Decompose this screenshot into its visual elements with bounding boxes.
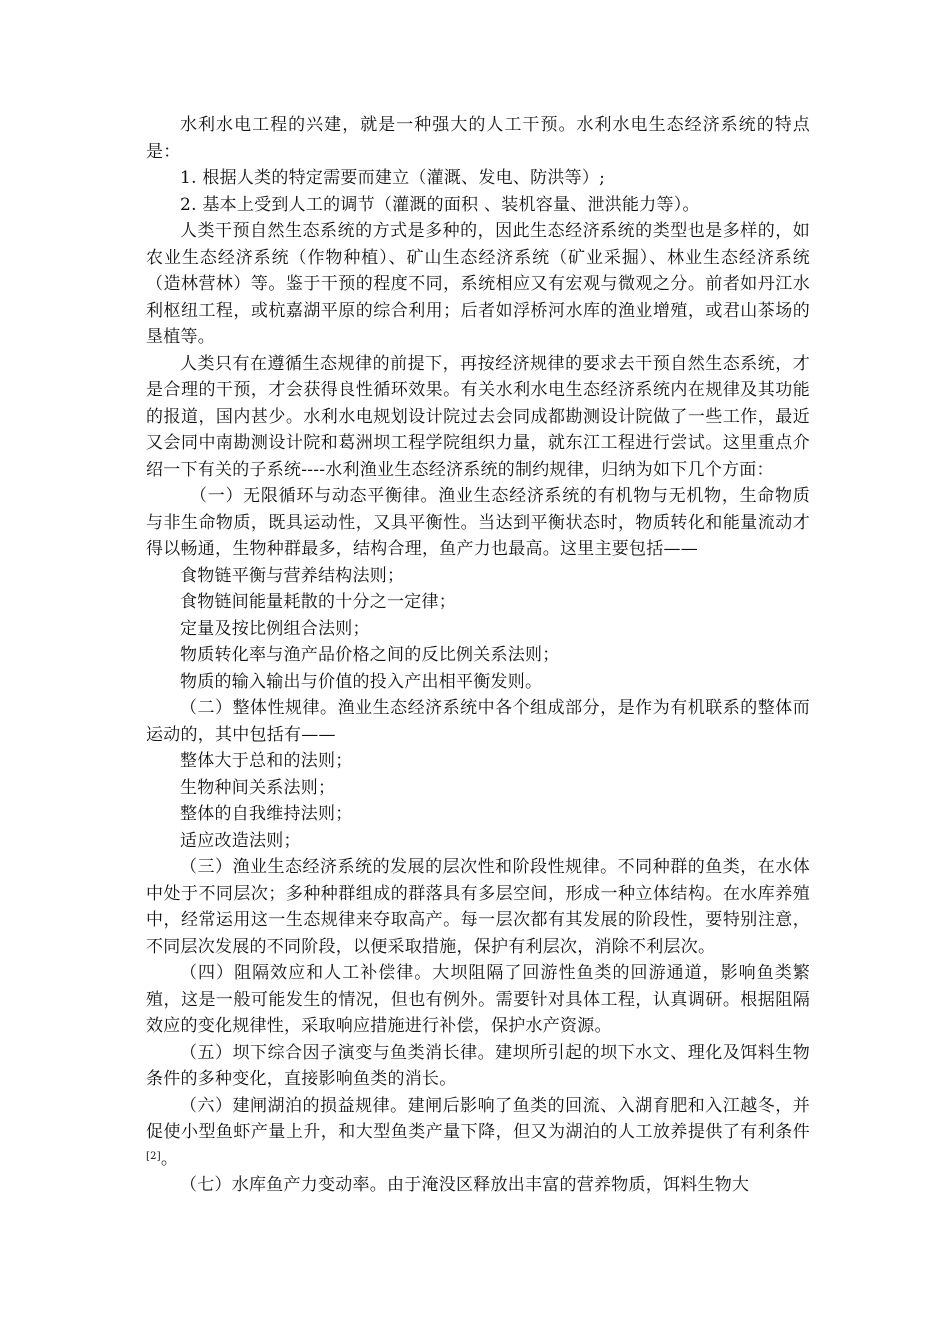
list-item-feature-2: 2. 基本上受到人工的调节（灌溉的面积 、装机容量、泄洪能力等）。 <box>180 194 700 215</box>
section-6-period: 。 <box>160 1148 179 1169</box>
rule-item: 物质转化率与渔产品价格之间的反比例关系法则； <box>180 645 560 665</box>
rule-item: 物质的输入输出与价值的投入产出相平衡发则。 <box>180 671 543 692</box>
paragraph-intro: 水利水电工程的兴建，就是一种强大的人工干预。水利水电生态经济系统的特点是： <box>146 115 810 162</box>
section-3-hierarchy: （三）渔业生态经济系统的发展的层次性和阶段性规律。不同种群的鱼类，在水体中处于不同层次；多种种群组成的群落具有多层空间，形成一种立体结构。在水库养殖中，经常运用这一生态规律来夺取高产。每一层次都有其发展的阶段性，要特别注意，不同层次发展的不同阶段，以便采取措施，保护有利层次，消除不利层次。 <box>146 857 810 957</box>
paragraph-intervention-types: 人类干预自然生态系统的方式是多种的，因此生态经济系统的类型也是多样的，如农业生态经济系统（作物种植）、矿山生态经济系统（矿业采掘）、林业生态经济系统（造林营林）等。鉴于干预的程度不同，系统相应又有宏观与微观之分。前者如丹江水利枢纽工程，或杭嘉湖平原的综合利用；后者如浮桥河水库的渔业增殖，或君山茶场的垦植等。 <box>146 221 810 347</box>
section-4-barrier-effect: （四）阻隔效应和人工补偿律。大坝阻隔了回游性鱼类的回游通道，影响鱼类繁殖，这是一般可能发生的情况，但也有例外。需要针对具体工程，认真调研。根据阻隔效应的变化规律性，采取响应措施进行补偿，保护水产资源。 <box>146 963 810 1036</box>
rule-item: 食物链平衡与营养结构法则； <box>180 565 405 586</box>
section-1-cycle-balance: （一）无限循环与动态平衡律。渔业生态经济系统的有机物与无机物，生命物质与非生命物质，既具运动性，又具平衡性。当达到平衡状态时，物质转化和能量流动才得以畅通，生物种群最多，结构合理，鱼产力也最高。这里主要包括—— <box>146 486 810 559</box>
rule-item: 适应改造法则； <box>180 830 301 851</box>
list-item-feature-1: 1. 根据人类的特定需要而建立（灌溉、发电、防洪等）; <box>180 168 606 188</box>
rule-item: 整体的自我维持法则； <box>180 804 353 824</box>
section-5-downstream-factors: （五）坝下综合因子演变与鱼类消长律。建坝所引起的坝下水文、理化及饵料生物条件的多种变化，直接影响鱼类的消长。 <box>146 1042 810 1089</box>
rule-item: 定量及按比例组合法则； <box>180 618 370 639</box>
paragraph-ecological-laws: 人类只有在遵循生态规律的前提下，再按经济规律的要求去干预自然生态系统，才是合理的干预，才会获得良性循环效果。有关水利水电生态经济系统内在规律及其功能的报道，国内甚少。水利水电规划设计院过去会同成都勘测设计院做了一些工作，最近又会同中南勘测设计院和葛洲坝工程学院组织力量，就东江工程进行尝试。这里重点介绍一下有关的子系统----水利渔业生态经济系统的制约规律，归纳为如下几个方面： <box>146 353 810 480</box>
document-page <box>146 112 810 1199</box>
section-6-lake-sluice <box>146 1093 810 1173</box>
citation-reference: [2] <box>146 1150 161 1162</box>
rule-item: 整体大于总和的法则； <box>180 751 353 771</box>
section-2-integrity: （二）整体性规律。渔业生态经济系统中各个组成部分，是作为有机联系的整体而运动的，其中包括有—— <box>146 698 810 745</box>
rule-item: 生物种间关系法则； <box>180 777 336 798</box>
section-6-text: （六）建闸湖泊的损益规律。建闸后影响了鱼类的回流、入湖育肥和入江越冬，并促使小型鱼虾产量上升，和大型鱼类产量下降，但又为湖泊的人工放养提供了有利条件 <box>146 1095 810 1142</box>
section-7-reservoir-productivity: （七）水库鱼产力变动率。由于淹没区释放出丰富的营养物质，饵料生物大 <box>180 1175 750 1195</box>
rule-item: 食物链间能量耗散的十分之一定律； <box>180 592 456 612</box>
